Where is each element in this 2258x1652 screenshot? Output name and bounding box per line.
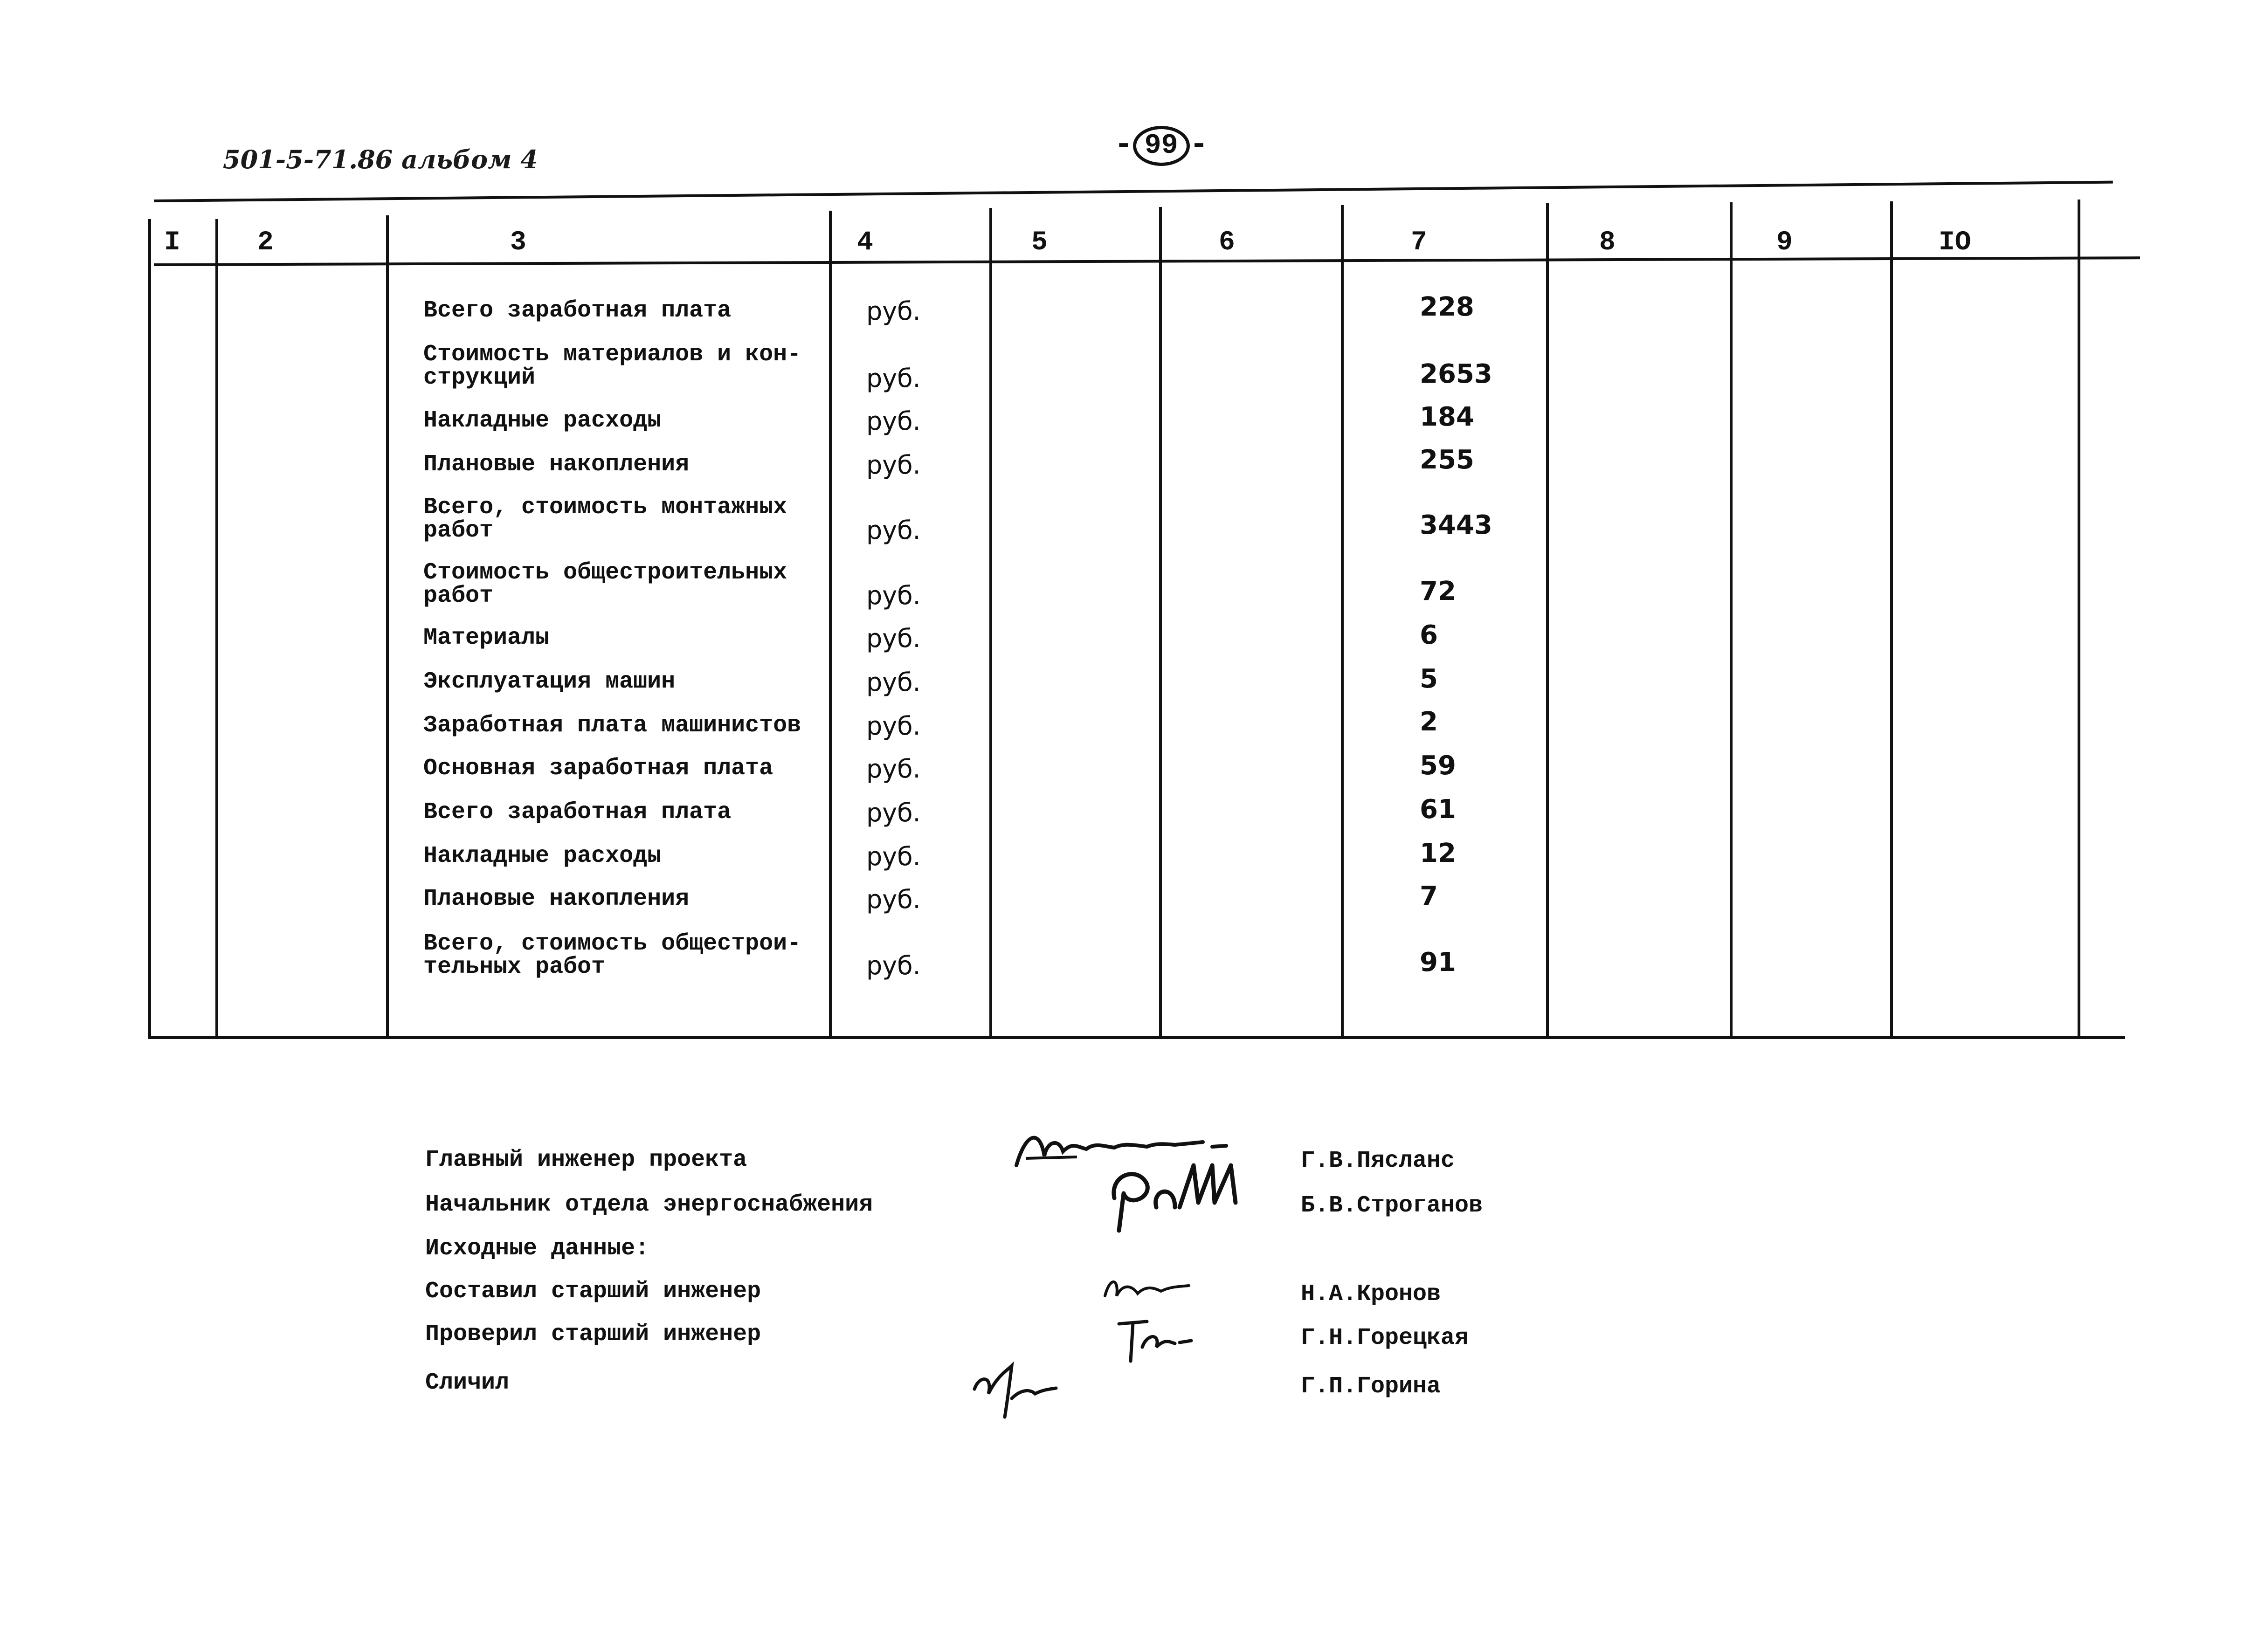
verified-name: Г.П.Горина [1301, 1373, 1441, 1400]
row-value: 72 [1420, 576, 1456, 606]
row-value: 6 [1420, 620, 1438, 650]
col-line-7 [1546, 203, 1549, 1038]
row-name: Стоимость материалов и кон- струкций [423, 341, 801, 391]
row-value: 91 [1420, 947, 1456, 977]
row-name: Стоимость общестроительных работ [423, 559, 787, 609]
row-unit: руб. [866, 406, 921, 436]
row-value: 5 [1420, 664, 1438, 694]
verified-role: Сличил [425, 1370, 510, 1396]
checked-signature [1110, 1310, 1194, 1366]
col-line-0 [148, 219, 151, 1038]
row-name: Накладные расходы [423, 843, 662, 869]
row-name: Заработная плата машинистов [423, 712, 801, 739]
row-unit: руб. [866, 798, 921, 827]
row-name: Плановые накопления [423, 886, 690, 912]
row-name: Всего заработная плата [423, 297, 732, 324]
row-value: 7 [1420, 881, 1438, 911]
row-unit: руб. [866, 364, 921, 393]
col-line-10 [2078, 200, 2080, 1038]
chief-engineer-name: Г.В.Пясланс [1301, 1148, 1455, 1174]
checked-role: Проверил старший инженер [425, 1321, 761, 1348]
row-value: 228 [1420, 292, 1474, 322]
compiled-signature [1100, 1273, 1194, 1310]
col-line-5 [1159, 207, 1162, 1038]
row-unit: руб. [866, 624, 921, 653]
row-unit: руб. [866, 516, 921, 545]
row-value: 3443 [1420, 510, 1492, 540]
row-unit: руб. [866, 450, 921, 480]
col-header-6: 6 [1219, 227, 1235, 258]
row-name: Всего, стоимость монтажных работ [423, 494, 787, 544]
row-name: Основная заработная плата [423, 755, 773, 782]
row-value: 2 [1420, 707, 1438, 737]
col-header-7: 7 [1411, 227, 1427, 258]
row-name: Всего заработная плата [423, 799, 732, 826]
col-header-4: 4 [857, 227, 873, 258]
col-line-9 [1890, 201, 1893, 1038]
table-bottom-rule [148, 1036, 2125, 1039]
source-data-label: Исходные данные: [425, 1235, 649, 1262]
col-header-9: 9 [1776, 227, 1793, 258]
row-value: 2653 [1420, 359, 1492, 389]
row-unit: руб. [866, 711, 921, 741]
chief-engineer-role: Главный инженер проекта [425, 1147, 747, 1173]
row-value: 59 [1420, 750, 1456, 781]
row-unit: руб. [866, 668, 921, 697]
row-unit: руб. [866, 951, 921, 980]
col-line-3 [829, 211, 832, 1038]
col-line-1 [215, 219, 218, 1038]
table-header-rule [154, 256, 2140, 266]
dept-head-role: Начальник отдела энергоснабжения [425, 1191, 873, 1218]
col-header-8: 8 [1599, 227, 1616, 258]
row-unit: руб. [866, 842, 921, 871]
page-number: - 99 - [1114, 126, 1208, 166]
checked-name: Г.Н.Горецкая [1301, 1325, 1469, 1351]
table-top-rule [154, 181, 2113, 202]
col-header-3: 3 [510, 227, 526, 258]
row-unit: руб. [866, 885, 921, 914]
verified-signature [965, 1356, 1058, 1422]
col-header-10: IO [1939, 227, 1971, 258]
col-line-2 [386, 215, 389, 1038]
row-name: Плановые накопления [423, 451, 690, 478]
row-value: 184 [1420, 402, 1474, 432]
compiled-name: Н.А.Кронов [1301, 1281, 1441, 1308]
row-name: Накладные расходы [423, 407, 662, 434]
col-line-6 [1341, 205, 1344, 1038]
compiled-role: Составил старший инженер [425, 1278, 761, 1305]
row-value: 12 [1420, 838, 1456, 868]
document-code: 501-5-71.86 альбом 4 [223, 145, 538, 174]
dept-head-name: Б.В.Строганов [1301, 1192, 1483, 1219]
col-header-5: 5 [1031, 227, 1048, 258]
dept-head-signature [1096, 1156, 1250, 1235]
row-name: Эксплуатация машин [423, 668, 676, 695]
row-value: 255 [1420, 445, 1474, 475]
col-header-2: 2 [257, 227, 274, 258]
row-unit: руб. [866, 296, 921, 326]
col-header-1: I [164, 227, 180, 258]
row-name: Материалы [423, 625, 550, 651]
row-value: 61 [1420, 794, 1456, 825]
col-line-4 [989, 208, 992, 1038]
row-unit: руб. [866, 754, 921, 784]
row-unit: руб. [866, 581, 921, 610]
row-name: Всего, стоимость общестрои- тельных работ [423, 930, 801, 980]
page-number-value: 99 [1133, 126, 1190, 166]
col-line-8 [1730, 202, 1733, 1038]
